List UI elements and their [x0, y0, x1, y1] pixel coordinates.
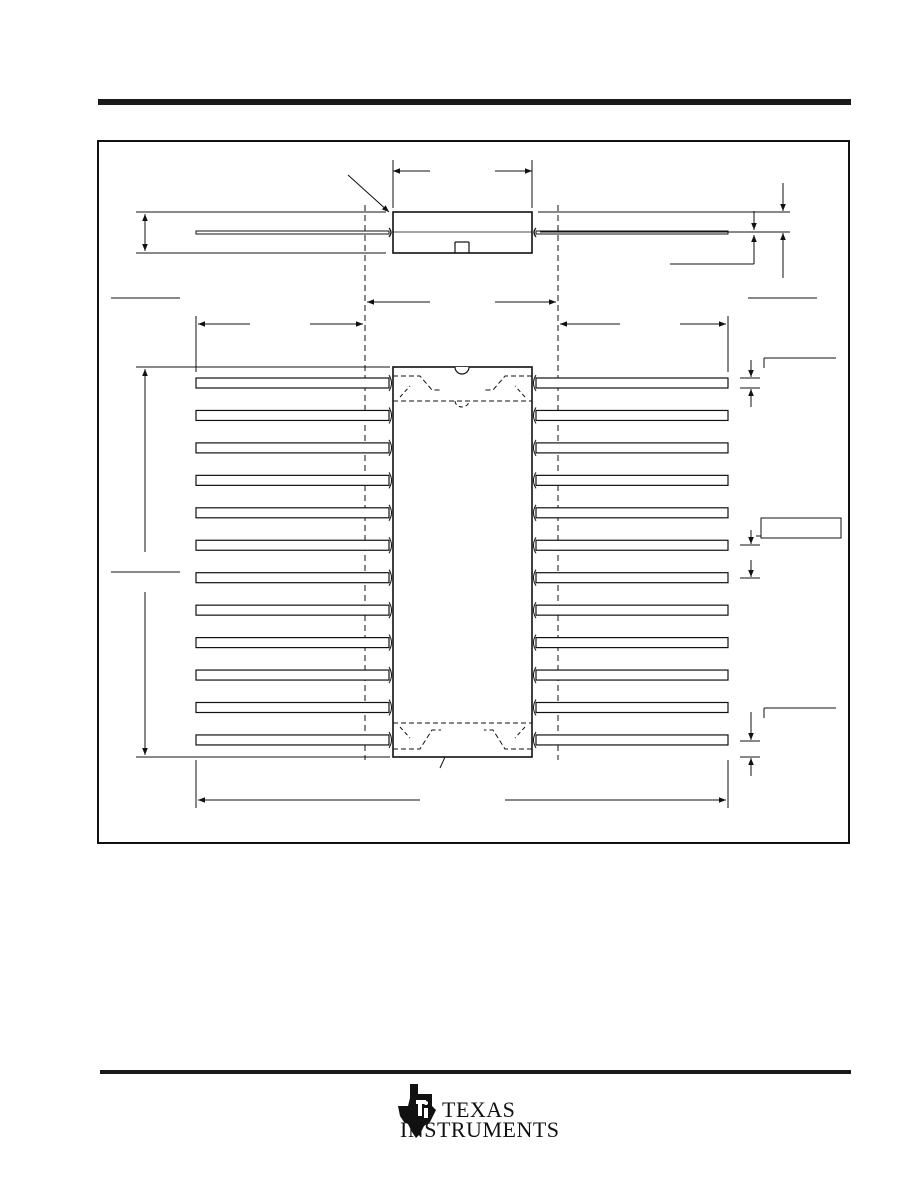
brand-name-line1: TEXAS [442, 1097, 516, 1122]
lead-left-3 [196, 443, 389, 453]
lead-left-5 [196, 508, 389, 518]
feature-control-frame [761, 518, 841, 538]
lead-left-11 [196, 703, 389, 713]
lead-left-1 [196, 378, 389, 388]
lead-right-12 [536, 735, 728, 745]
lead-right-11 [536, 703, 728, 713]
lead-left-2 [196, 410, 389, 420]
lead-right-6 [536, 540, 728, 550]
top-view [393, 367, 532, 757]
lead-left-9 [196, 638, 389, 648]
lead-left-12 [196, 735, 389, 745]
side-view-lead-left [196, 231, 389, 234]
pins-right [534, 375, 729, 748]
lead-right-4 [536, 475, 728, 485]
lead-right-3 [536, 443, 728, 453]
top-view-body [393, 367, 532, 757]
brand-name-line2: INSTRUMENTS [400, 1117, 560, 1142]
pins-left [196, 375, 392, 748]
lead-right-2 [536, 410, 728, 420]
side-view-body [393, 212, 532, 253]
lead-left-8 [196, 605, 389, 615]
lead-left-4 [196, 475, 389, 485]
lead-right-1 [536, 378, 728, 388]
lead-left-6 [196, 540, 389, 550]
lead-right-7 [536, 573, 728, 583]
lead-right-5 [536, 508, 728, 518]
lead-right-8 [536, 605, 728, 615]
lead-left-10 [196, 670, 389, 680]
side-view-dimensions [111, 160, 817, 298]
lead-right-9 [536, 638, 728, 648]
lead-left-7 [196, 573, 389, 583]
lead-right-10 [536, 670, 728, 680]
